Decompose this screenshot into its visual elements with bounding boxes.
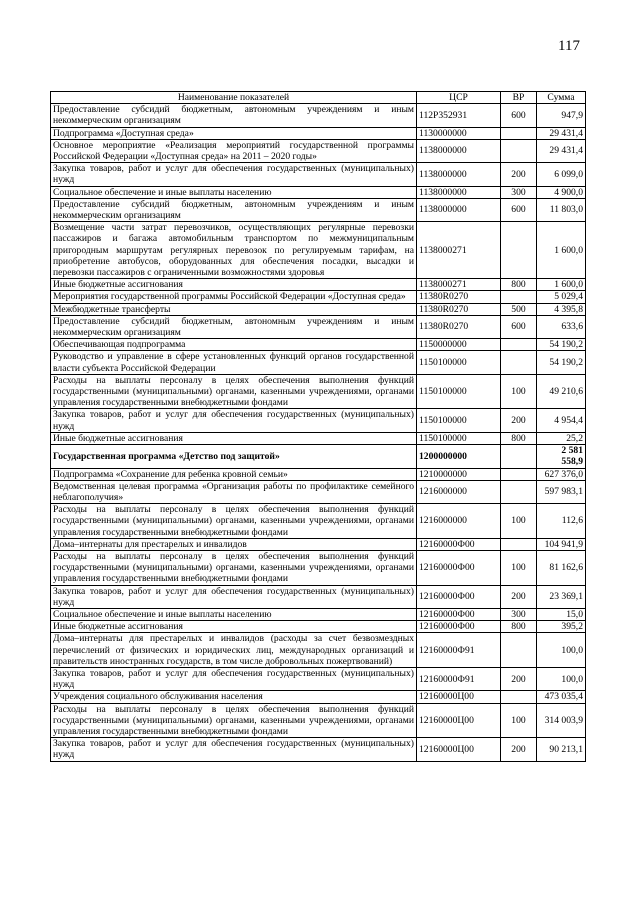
row-vr-cell: 600: [501, 315, 537, 338]
row-vr-cell: 100: [501, 504, 537, 539]
header-csr: ЦСР: [417, 92, 501, 104]
row-name-cell: Расходы на выплаты персоналу в целях обеспечения выполнения функций государственными (муниципальными) органами, казенными учреждениями, органами управления государственными внебюджетными фондами: [51, 504, 417, 539]
row-csr-cell: 1150100000: [417, 409, 501, 432]
table-row: [51, 432, 586, 444]
row-vr-cell: [501, 480, 537, 503]
row-csr-cell: 1130000000: [417, 127, 501, 139]
row-sum-cell: 395,2: [537, 621, 586, 633]
row-csr-cell: 1150100000: [417, 351, 501, 374]
row-sum-cell: 29 431,4: [537, 127, 586, 139]
row-vr-cell: [501, 222, 537, 279]
row-csr-cell: 1138000271: [417, 279, 501, 291]
row-csr-cell: 1150100000: [417, 432, 501, 444]
table-row: [51, 504, 586, 539]
table-row: [51, 621, 586, 633]
row-name-cell: Обеспечивающая подпрограмма: [51, 339, 417, 351]
row-name-cell: Закупка товаров, работ и услуг для обеспечения государственных (муниципальных) нужд: [51, 585, 417, 608]
row-sum-cell: 633,6: [537, 315, 586, 338]
row-vr-cell: [501, 691, 537, 703]
row-vr-cell: 600: [501, 104, 537, 127]
row-name-cell: Расходы на выплаты персоналу в целях обеспечения выполнения функций государственными (муниципальными) органами, казенными учреждениями, органами управления государственными внебюджетными фондами: [51, 374, 417, 409]
row-name-cell: Предоставление субсидий бюджетным, автономным учреждениям и иным некоммерческим организациям: [51, 315, 417, 338]
row-sum-cell: 4 954,4: [537, 409, 586, 432]
row-csr-cell: 1150000000: [417, 339, 501, 351]
row-vr-cell: 100: [501, 374, 537, 409]
row-sum-cell: 6 099,0: [537, 163, 586, 186]
table-row: [51, 315, 586, 338]
row-name-cell: Иные бюджетные ассигнования: [51, 432, 417, 444]
row-name-cell: Основное мероприятие «Реализация мероприятий государственной программы Российской Федерации «Доступная среда» на 2011 – 2020 годы»: [51, 139, 417, 162]
row-sum-cell: 29 431,4: [537, 139, 586, 162]
row-vr-cell: 500: [501, 303, 537, 315]
row-vr-cell: 100: [501, 703, 537, 738]
row-vr-cell: 100: [501, 550, 537, 585]
table-row: [51, 538, 586, 550]
row-name-cell: Учреждения социального обслуживания населения: [51, 691, 417, 703]
row-sum-cell: 15,0: [537, 608, 586, 620]
row-csr-cell: 12160000Ф00: [417, 538, 501, 550]
table-row: [51, 633, 586, 668]
table-header-row: [51, 92, 586, 104]
table-row: [51, 198, 586, 221]
row-csr-cell: 12160000Ф91: [417, 633, 501, 668]
row-csr-cell: 11380R0270: [417, 303, 501, 315]
row-vr-cell: [501, 538, 537, 550]
row-vr-cell: 800: [501, 279, 537, 291]
row-name-cell: Подпрограмма «Сохранение для ребенка кровной семьи»: [51, 468, 417, 480]
row-vr-cell: 600: [501, 198, 537, 221]
row-vr-cell: [501, 445, 537, 468]
table-row: [51, 291, 586, 303]
row-csr-cell: 12160000Ф00: [417, 550, 501, 585]
table-row: [51, 139, 586, 162]
table-row: [51, 303, 586, 315]
row-sum-cell: 49 210,6: [537, 374, 586, 409]
row-sum-cell: 4 900,0: [537, 186, 586, 198]
row-csr-cell: 12160000Ц00: [417, 738, 501, 761]
row-sum-cell: 597 983,1: [537, 480, 586, 503]
table-row: [51, 127, 586, 139]
row-sum-cell: 104 941,9: [537, 538, 586, 550]
table-row: [51, 222, 586, 279]
table-row: [51, 445, 586, 468]
row-vr-cell: 200: [501, 738, 537, 761]
table-row: [51, 374, 586, 409]
row-sum-cell: 947,9: [537, 104, 586, 127]
row-csr-cell: 1210000000: [417, 468, 501, 480]
budget-table: [50, 91, 586, 762]
row-sum-cell: 1 600,0: [537, 222, 586, 279]
table-row: [51, 339, 586, 351]
row-sum-cell: 100,0: [537, 667, 586, 690]
row-name-cell: Межбюджетные трансферты: [51, 303, 417, 315]
row-name-cell: Социальное обеспечение и иные выплаты населению: [51, 186, 417, 198]
row-sum-cell: 112,6: [537, 504, 586, 539]
row-vr-cell: 300: [501, 608, 537, 620]
row-name-cell: Государственная программа «Детство под защитой»: [51, 445, 417, 468]
row-vr-cell: [501, 139, 537, 162]
table-row: [51, 163, 586, 186]
row-csr-cell: 12160000Ф00: [417, 621, 501, 633]
table-body: [51, 104, 586, 761]
row-name-cell: Дома–интернаты для престарелых и инвалидов: [51, 538, 417, 550]
row-sum-cell: 23 369,1: [537, 585, 586, 608]
row-sum-cell: 100,0: [537, 633, 586, 668]
row-vr-cell: 200: [501, 409, 537, 432]
row-csr-cell: 112Р352931: [417, 104, 501, 127]
table-row: [51, 608, 586, 620]
row-name-cell: Расходы на выплаты персоналу в целях обеспечения выполнения функций государственными (муниципальными) органами, казенными учреждениями, органами управления государственными внебюджетными фондами: [51, 550, 417, 585]
table-row: [51, 667, 586, 690]
table-row: [51, 279, 586, 291]
row-vr-cell: [501, 127, 537, 139]
row-vr-cell: [501, 339, 537, 351]
row-vr-cell: 200: [501, 585, 537, 608]
row-name-cell: Закупка товаров, работ и услуг для обеспечения государственных (муниципальных) нужд: [51, 667, 417, 690]
table-row: [51, 351, 586, 374]
row-vr-cell: 800: [501, 621, 537, 633]
row-name-cell: Социальное обеспечение и иные выплаты населению: [51, 608, 417, 620]
row-name-cell: Предоставление субсидий бюджетным, автономным учреждениям и иным некоммерческим организациям: [51, 104, 417, 127]
header-vr: ВР: [501, 92, 537, 104]
row-csr-cell: 11380R0270: [417, 291, 501, 303]
table-row: [51, 468, 586, 480]
table-row: [51, 409, 586, 432]
row-sum-cell: 54 190,2: [537, 351, 586, 374]
row-sum-cell: 627 376,0: [537, 468, 586, 480]
row-name-cell: Руководство и управление в сфере установленных функций органов государственной власти субъекта Российской Федерации: [51, 351, 417, 374]
row-csr-cell: 12160000Ф91: [417, 667, 501, 690]
row-name-cell: Предоставление субсидий бюджетным, автономным учреждениям и иным некоммерческим организациям: [51, 198, 417, 221]
row-csr-cell: 12160000Ф00: [417, 608, 501, 620]
row-vr-cell: 800: [501, 432, 537, 444]
row-name-cell: Иные бюджетные ассигнования: [51, 279, 417, 291]
row-name-cell: Закупка товаров, работ и услуг для обеспечения государственных (муниципальных) нужд: [51, 163, 417, 186]
row-name-cell: Закупка товаров, работ и услуг для обеспечения государственных (муниципальных) нужд: [51, 409, 417, 432]
row-csr-cell: 1138000000: [417, 186, 501, 198]
row-name-cell: Подпрограмма «Доступная среда»: [51, 127, 417, 139]
row-csr-cell: 1200000000: [417, 445, 501, 468]
row-vr-cell: [501, 291, 537, 303]
row-name-cell: Мероприятия государственной программы Российской Федерации «Доступная среда»: [51, 291, 417, 303]
row-sum-cell: 473 035,4: [537, 691, 586, 703]
row-sum-cell: 54 190,2: [537, 339, 586, 351]
row-vr-cell: [501, 468, 537, 480]
table-row: [51, 104, 586, 127]
row-csr-cell: 1138000271: [417, 222, 501, 279]
row-name-cell: Ведомственная целевая программа «Организация работы по профилактике семейного неблагополучия»: [51, 480, 417, 503]
row-sum-cell: 90 213,1: [537, 738, 586, 761]
header-name: Наименование показателей: [51, 92, 417, 104]
page-number: 117: [558, 38, 580, 54]
row-sum-cell: 25,2: [537, 432, 586, 444]
row-csr-cell: 1138000000: [417, 163, 501, 186]
row-name-cell: Дома–интернаты для престарелых и инвалидов (расходы за счет безвозмездных перечислений от физических и юридических лиц, международных организаций и правительств иностранных государств, в том числе добровольных пожертвований): [51, 633, 417, 668]
row-sum-cell: 4 395,8: [537, 303, 586, 315]
header-sum: Сумма: [537, 92, 586, 104]
row-vr-cell: [501, 633, 537, 668]
table-row: [51, 186, 586, 198]
table-row: [51, 703, 586, 738]
row-sum-cell: 81 162,6: [537, 550, 586, 585]
row-vr-cell: 200: [501, 667, 537, 690]
row-csr-cell: 1216000000: [417, 504, 501, 539]
row-csr-cell: 1150100000: [417, 374, 501, 409]
table-row: [51, 691, 586, 703]
table-row: [51, 550, 586, 585]
row-name-cell: Расходы на выплаты персоналу в целях обеспечения выполнения функций государственными (муниципальными) органами, казенными учреждениями, органами управления государственными внебюджетными фондами: [51, 703, 417, 738]
row-vr-cell: [501, 351, 537, 374]
row-sum-cell: 2 581 558,9: [537, 445, 586, 468]
row-vr-cell: 200: [501, 163, 537, 186]
row-csr-cell: 11380R0270: [417, 315, 501, 338]
row-name-cell: Возмещение части затрат перевозчиков, осуществляющих регулярные перевозки пассажиров и багажа автомобильным транспортом по межмуниципальным пригородным маршрутам регулярных перевозок по регулируемым тарифам, на приобретение автобусов, оборудованных для обеспечения посадки, высадки и перевозки пассажиров с ограниченными возможностями здоровья: [51, 222, 417, 279]
row-sum-cell: 314 003,9: [537, 703, 586, 738]
row-vr-cell: 300: [501, 186, 537, 198]
row-csr-cell: 1138000000: [417, 139, 501, 162]
row-csr-cell: 1138000000: [417, 198, 501, 221]
row-sum-cell: 5 029,4: [537, 291, 586, 303]
row-sum-cell: 1 600,0: [537, 279, 586, 291]
row-name-cell: Иные бюджетные ассигнования: [51, 621, 417, 633]
row-sum-cell: 11 803,0: [537, 198, 586, 221]
table-row: [51, 480, 586, 503]
row-csr-cell: 12160000Ц00: [417, 703, 501, 738]
row-csr-cell: 1216000000: [417, 480, 501, 503]
row-csr-cell: 12160000Ф00: [417, 585, 501, 608]
table-row: [51, 585, 586, 608]
row-name-cell: Закупка товаров, работ и услуг для обеспечения государственных (муниципальных) нужд: [51, 738, 417, 761]
table-row: [51, 738, 586, 761]
row-csr-cell: 12160000Ц00: [417, 691, 501, 703]
